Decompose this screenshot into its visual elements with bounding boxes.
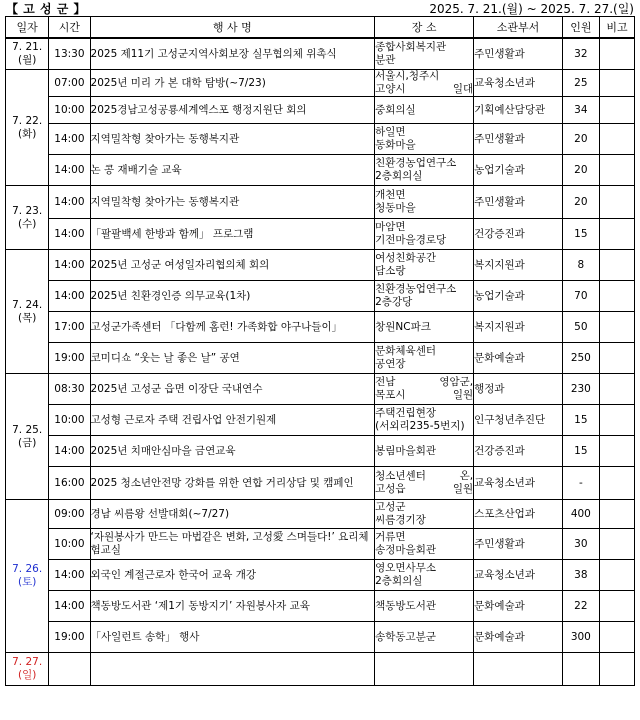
event-title-cell: 경남 씨름왕 선발대회(~7/27)	[90, 500, 375, 529]
schedule-table	[5, 16, 635, 686]
time-cell: 10:00	[49, 97, 90, 124]
note-cell	[599, 97, 634, 124]
department-cell: 복지지원과	[474, 250, 563, 281]
place-cell	[375, 70, 474, 97]
place-cell	[375, 467, 474, 500]
weekday-label: (화)	[17, 127, 37, 140]
place-cell	[375, 343, 474, 374]
event-title-cell: 2025년 미리 가 본 대학 탐방(~7/23)	[90, 70, 375, 97]
place-line: 주택건립현장	[375, 407, 436, 419]
place-line: 2층강당	[375, 296, 413, 308]
time-cell: 13:30	[49, 38, 90, 70]
note-cell	[599, 38, 634, 70]
table-row	[6, 622, 635, 653]
place-line: 전남 영암군,	[375, 376, 474, 388]
time-cell: 19:00	[49, 622, 90, 653]
note-cell	[599, 591, 634, 622]
department-cell: 건강증진과	[474, 436, 563, 467]
place-line: (서외리235-5번지)	[375, 420, 465, 432]
note-cell	[599, 70, 634, 97]
place-line: 고성읍 일원	[375, 483, 474, 495]
department-cell: 교육청소년과	[474, 70, 563, 97]
place-line: 여성친화공간	[375, 252, 436, 264]
table-row	[6, 467, 635, 500]
place-line: 종합사회복지관	[375, 41, 447, 53]
attendee-count-cell: 15	[562, 405, 599, 436]
col-header-note: 비고	[599, 17, 634, 39]
time-cell: 14:00	[49, 124, 90, 155]
weekday-label: (일)	[17, 669, 37, 681]
note-cell	[599, 343, 634, 374]
table-row	[6, 500, 635, 529]
weekday-label: (월)	[17, 54, 37, 66]
date-cell	[6, 374, 49, 500]
department-cell: 농업기술과	[474, 281, 563, 312]
weekday-label: (목)	[17, 311, 37, 324]
event-title-cell: 2025년 치매안심마을 금연교육	[90, 436, 375, 467]
department-cell: 교육청소년과	[474, 467, 563, 500]
place-line: 분관	[375, 54, 396, 66]
event-title-cell	[90, 653, 375, 686]
place-line: 동화마을	[375, 139, 416, 151]
time-cell: 07:00	[49, 70, 90, 97]
table-row	[6, 312, 635, 343]
date-label: 7. 23.	[12, 204, 43, 217]
event-title-cell: 2025년 고성군 읍면 이장단 국내연수	[90, 374, 375, 405]
note-cell	[599, 622, 634, 653]
table-row	[6, 405, 635, 436]
col-header-time: 시간	[49, 17, 90, 39]
col-header-place: 장 소	[375, 17, 474, 39]
time-cell	[49, 653, 90, 686]
place-line: 마암면	[375, 221, 406, 233]
place-line: 거류면	[375, 531, 406, 543]
table-row	[6, 70, 635, 97]
department-cell: 건강증진과	[474, 219, 563, 250]
place-line: 고양시 일대	[375, 83, 474, 95]
date-label: 7. 26.	[12, 563, 43, 575]
event-title-cell: 책동방도서관 ‘제1기 동방지기’ 자원봉사자 교육	[90, 591, 375, 622]
table-row	[6, 653, 635, 686]
place-cell	[375, 560, 474, 591]
place-cell	[375, 529, 474, 560]
attendee-count-cell: 22	[562, 591, 599, 622]
col-header-count: 인원	[562, 17, 599, 39]
attendee-count-cell: 20	[562, 155, 599, 186]
place-line: 친환경농업연구소	[375, 283, 457, 295]
department-cell: 교육청소년과	[474, 560, 563, 591]
department-cell: 기획예산담당관	[474, 97, 563, 124]
attendee-count-cell: 15	[562, 436, 599, 467]
event-title-cell: 외국인 계절근로자 한국어 교육 개강	[90, 560, 375, 591]
time-cell: 10:00	[49, 529, 90, 560]
event-title-cell: 고성형 근로자 주택 건립사업 안전기원제	[90, 405, 375, 436]
table-row	[6, 529, 635, 560]
department-cell: 주민생활과	[474, 529, 563, 560]
place-line: 송학동고분군	[375, 630, 436, 643]
place-cell	[375, 436, 474, 467]
table-row	[6, 38, 635, 70]
place-cell	[375, 219, 474, 250]
note-cell	[599, 219, 634, 250]
department-cell: 인구청년추진단	[474, 405, 563, 436]
note-cell	[599, 281, 634, 312]
date-cell	[6, 186, 49, 250]
document-header	[6, 1, 634, 15]
time-cell: 09:00	[49, 500, 90, 529]
date-label: 7. 25.	[12, 423, 43, 436]
department-cell: 주민생활과	[474, 186, 563, 219]
department-cell: 주민생활과	[474, 38, 563, 70]
time-cell: 10:00	[49, 405, 90, 436]
time-cell: 14:00	[49, 436, 90, 467]
time-cell: 16:00	[49, 467, 90, 500]
attendee-count-cell: -	[562, 467, 599, 500]
event-title-cell: 2025경남고성공룡세계엑스포 행정지원단 회의	[90, 97, 375, 124]
table-row	[6, 97, 635, 124]
attendee-count-cell: 50	[562, 312, 599, 343]
department-cell: 행정과	[474, 374, 563, 405]
time-cell: 14:00	[49, 250, 90, 281]
department-cell: 주민생활과	[474, 124, 563, 155]
date-label: 7. 22.	[12, 114, 43, 127]
place-line: 2층회의실	[375, 170, 423, 182]
note-cell	[599, 124, 634, 155]
place-line: 청소년센터 온,	[375, 470, 474, 482]
attendee-count-cell: 20	[562, 186, 599, 219]
table-row	[6, 250, 635, 281]
place-line: 책동방도서관	[375, 599, 436, 612]
event-title-cell: 2025 청소년안전망 강화를 위한 연합 거리상담 및 캠페인	[90, 467, 375, 500]
department-cell	[474, 653, 563, 686]
week-period: 2025. 7. 21.(월) ~ 2025. 7. 27.(일)	[429, 1, 634, 16]
event-title-cell: 논 콩 재배기술 교육	[90, 155, 375, 186]
attendee-count-cell: 15	[562, 219, 599, 250]
department-cell: 문화예술과	[474, 591, 563, 622]
table-row	[6, 374, 635, 405]
attendee-count-cell: 20	[562, 124, 599, 155]
attendee-count-cell: 38	[562, 560, 599, 591]
place-line: 봉림마을회관	[375, 444, 436, 457]
weekday-label: (수)	[17, 217, 37, 230]
note-cell	[599, 405, 634, 436]
event-title-cell: 고성군가족센터 「다함께 홈런! 가족화합 야구나들이」	[90, 312, 375, 343]
place-cell	[375, 124, 474, 155]
place-line: 개천면	[375, 189, 406, 201]
department-cell: 문화예술과	[474, 343, 563, 374]
department-cell: 복지지원과	[474, 312, 563, 343]
event-title-cell: 2025년 고성군 여성일자리협의체 회의	[90, 250, 375, 281]
attendee-count-cell: 34	[562, 97, 599, 124]
time-cell: 14:00	[49, 155, 90, 186]
attendee-count-cell: 230	[562, 374, 599, 405]
department-cell: 스포츠산업과	[474, 500, 563, 529]
note-cell	[599, 467, 634, 500]
time-cell: 14:00	[49, 560, 90, 591]
date-cell	[6, 250, 49, 374]
table-row	[6, 591, 635, 622]
table-row	[6, 155, 635, 186]
col-header-date: 일자	[6, 17, 49, 39]
place-cell	[375, 281, 474, 312]
table-row	[6, 281, 635, 312]
place-cell	[375, 500, 474, 529]
place-line: 2층회의실	[375, 575, 423, 587]
table-row	[6, 560, 635, 591]
place-line: 기전마을경로당	[375, 234, 447, 246]
date-label: 7. 21.	[12, 41, 43, 53]
table-row	[6, 219, 635, 250]
event-title-cell: 2025년 친환경인증 의무교육(1차)	[90, 281, 375, 312]
event-title-cell: 2025 제11기 고성군지역사회보장 실무협의체 위촉식	[90, 38, 375, 70]
place-cell	[375, 97, 474, 124]
time-cell: 14:00	[49, 219, 90, 250]
date-label: 7. 24.	[12, 298, 43, 311]
event-title-cell: ‘자원봉사가 만드는 마법같은 변화, 고성愛 스며들다!’ 요리체험교실	[90, 529, 375, 560]
attendee-count-cell: 400	[562, 500, 599, 529]
event-title-cell: 지역밀착형 찾아가는 동행복지관	[90, 186, 375, 219]
date-cell	[6, 70, 49, 186]
place-line: 고성군	[375, 501, 406, 513]
col-header-dept: 소관부서	[474, 17, 563, 39]
place-cell	[375, 312, 474, 343]
note-cell	[599, 529, 634, 560]
place-cell	[375, 155, 474, 186]
place-cell	[375, 622, 474, 653]
place-line: 청동마을	[375, 202, 416, 214]
date-label: 7. 27.	[12, 656, 43, 668]
weekday-label: (금)	[17, 436, 37, 449]
note-cell	[599, 312, 634, 343]
attendee-count-cell: 70	[562, 281, 599, 312]
note-cell	[599, 250, 634, 281]
place-cell	[375, 405, 474, 436]
note-cell	[599, 374, 634, 405]
place-cell	[375, 250, 474, 281]
date-cell	[6, 653, 49, 686]
place-cell	[375, 653, 474, 686]
table-row	[6, 343, 635, 374]
time-cell: 17:00	[49, 312, 90, 343]
date-cell	[6, 500, 49, 653]
attendee-count-cell: 8	[562, 250, 599, 281]
table-header-row	[6, 17, 635, 39]
attendee-count-cell: 30	[562, 529, 599, 560]
time-cell: 14:00	[49, 186, 90, 219]
place-line: 하일면	[375, 126, 406, 138]
place-cell	[375, 186, 474, 219]
date-cell	[6, 38, 49, 70]
attendee-count-cell	[562, 653, 599, 686]
attendee-count-cell: 300	[562, 622, 599, 653]
place-line: 송정마을회관	[375, 544, 436, 556]
note-cell	[599, 436, 634, 467]
place-line: 공연장	[375, 358, 406, 370]
event-title-cell: 「팔팔백세 한방과 함께」 프로그램	[90, 219, 375, 250]
table-row	[6, 436, 635, 467]
event-title-cell: 코미디쇼 “웃는 날 좋은 날” 공연	[90, 343, 375, 374]
table-row	[6, 186, 635, 219]
table-row	[6, 124, 635, 155]
place-cell	[375, 591, 474, 622]
place-line: 서울시,청주시	[375, 70, 440, 82]
weekday-label: (토)	[17, 576, 37, 588]
note-cell	[599, 155, 634, 186]
department-cell: 농업기술과	[474, 155, 563, 186]
place-line: 씨름경기장	[375, 514, 426, 526]
department-cell: 문화예술과	[474, 622, 563, 653]
event-title-cell: 지역밀착형 찾아가는 동행복지관	[90, 124, 375, 155]
time-cell: 08:30	[49, 374, 90, 405]
attendee-count-cell: 250	[562, 343, 599, 374]
place-cell	[375, 374, 474, 405]
note-cell	[599, 186, 634, 219]
place-line: 친환경농업연구소	[375, 157, 457, 169]
place-cell	[375, 38, 474, 70]
place-line: 영오면사무소	[375, 562, 436, 574]
event-title-cell: 「사일런트 송학」 행사	[90, 622, 375, 653]
attendee-count-cell: 25	[562, 70, 599, 97]
table-body	[6, 38, 635, 686]
time-cell: 14:00	[49, 281, 90, 312]
note-cell	[599, 560, 634, 591]
region-title: 【 고 성 군 】	[6, 1, 86, 16]
col-header-event: 행 사 명	[90, 17, 375, 39]
place-line: 목포시 일원	[375, 389, 474, 401]
time-cell: 14:00	[49, 591, 90, 622]
attendee-count-cell: 32	[562, 38, 599, 70]
time-cell: 19:00	[49, 343, 90, 374]
note-cell	[599, 653, 634, 686]
place-line: 담소랑	[375, 265, 406, 277]
note-cell	[599, 500, 634, 529]
place-line: 창원NC파크	[375, 320, 431, 333]
place-line: 문화체육센터	[375, 345, 436, 357]
place-line: 중회의실	[375, 103, 416, 116]
